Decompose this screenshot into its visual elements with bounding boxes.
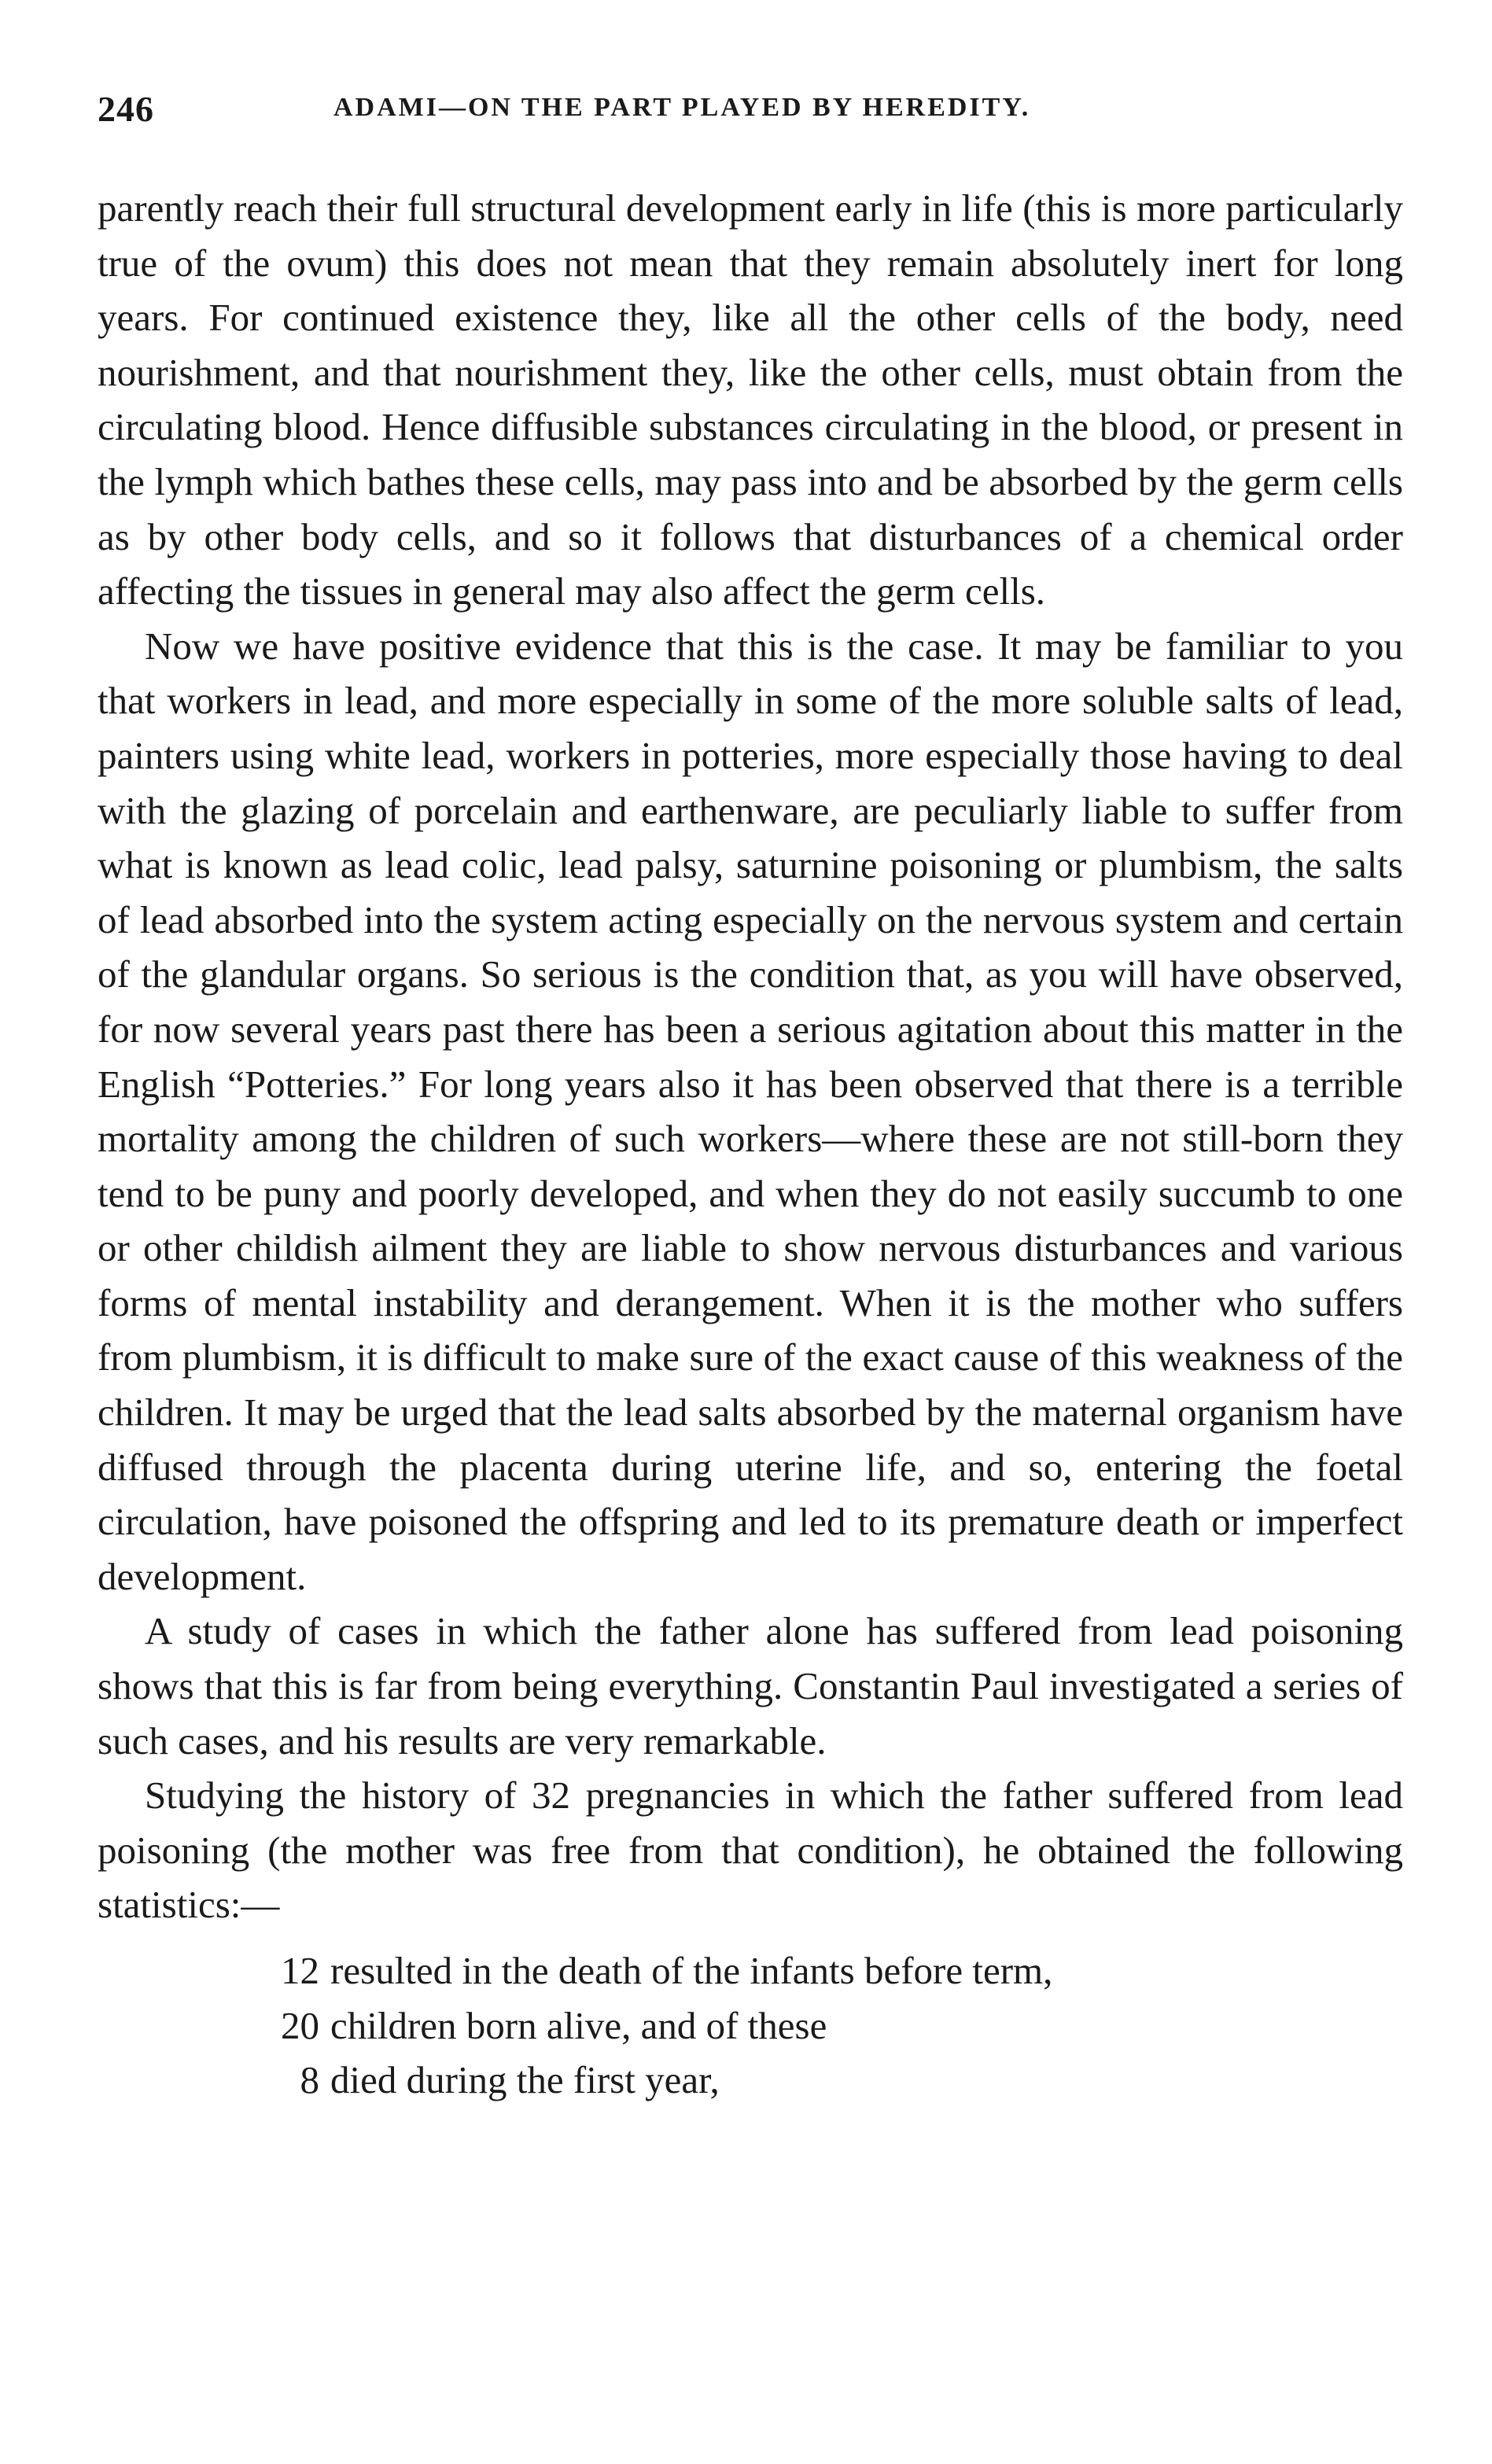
statistics-number: 8 [300, 2058, 319, 2102]
running-head [98, 88, 1403, 145]
statistics-text: resulted in the death of the infants before term, [330, 1949, 1053, 1992]
statistics-text: died during the first year, [330, 2058, 720, 2102]
running-title: ADAMI—ON THE PART PLAYED BY HEREDITY. [333, 93, 1031, 122]
statistics-number: 12 [281, 1949, 319, 1992]
paragraph-continuation: parently reach their full structural development early in life (this is more particularly true of the ovum) this does not mean that they remain absolutely inert for long years. For continued existence they, like all the other cells of the body, need nourishment, and that nourishment they, like the other cells, must obtain from the circulating blood. Hence diffusible substances circulating in the blood, or present in the lymph which bathes these cells, may pass into and be absorbed by the germ cells as by other body cells, and so it follows that disturbances of a chemical order affecting the tissues in general may also affect the germ cells. [98, 186, 1403, 613]
statistics-item [263, 2053, 1403, 2108]
statistics-number: 20 [281, 2003, 319, 2047]
statistics-text: children born alive, and of these [330, 2003, 827, 2047]
statistics-list [98, 1943, 1403, 2108]
paragraph-father-cases: A study of cases in which the father alone has suffered from lead poisoning shows that this is far from being everything. Constantin Paul investigated a series of such cases, and his results are very remarkable. [98, 1609, 1403, 1762]
statistics-item [263, 1998, 1403, 2053]
paragraph-statistics-intro: Studying the history of 32 pregnancies in which the father suffered from lead poisoning (the mother was free from that condition), he obtained the following statistics:— [98, 1773, 1403, 1927]
page-number: 246 [98, 89, 154, 129]
paragraph-lead-evidence: Now we have positive evidence that this is the case. It may be familiar to you that workers in lead, and more especially in some of the more soluble salts of lead, painters using white lead, workers in potteries, more especially those having to deal with the glazing of porcelain and earthenware, are peculiarly liable to suffer from what is known as lead colic, lead palsy, saturnine poisoning or plumbism, the salts of lead absorbed into the system acting especially on the nervous system and certain of the glandular organs. So serious is the condition that, as you will have observed, for now several years past there has been a serious agitation about this matter in the English “Potteries.” For long years also it has been observed that there is a terrible mortality among the children of such workers—where these are not still-born they tend to be puny and poorly developed, and when they do not easily succumb to one or other childish ailment they are liable to show nervous disturbances and various forms of mental instability and derangement. When it is the mother who suffers from plumbism, it is difficult to make sure of the exact cause of this weakness of the children. It may be urged that the lead salts absorbed by the maternal organism have diffused through the placenta during uterine life, and so, entering the foetal circulation, have poisoned the offspring and led to its premature death or imperfect development. [98, 624, 1403, 1598]
statistics-item [263, 1943, 1403, 1998]
body-text [98, 181, 1403, 2108]
